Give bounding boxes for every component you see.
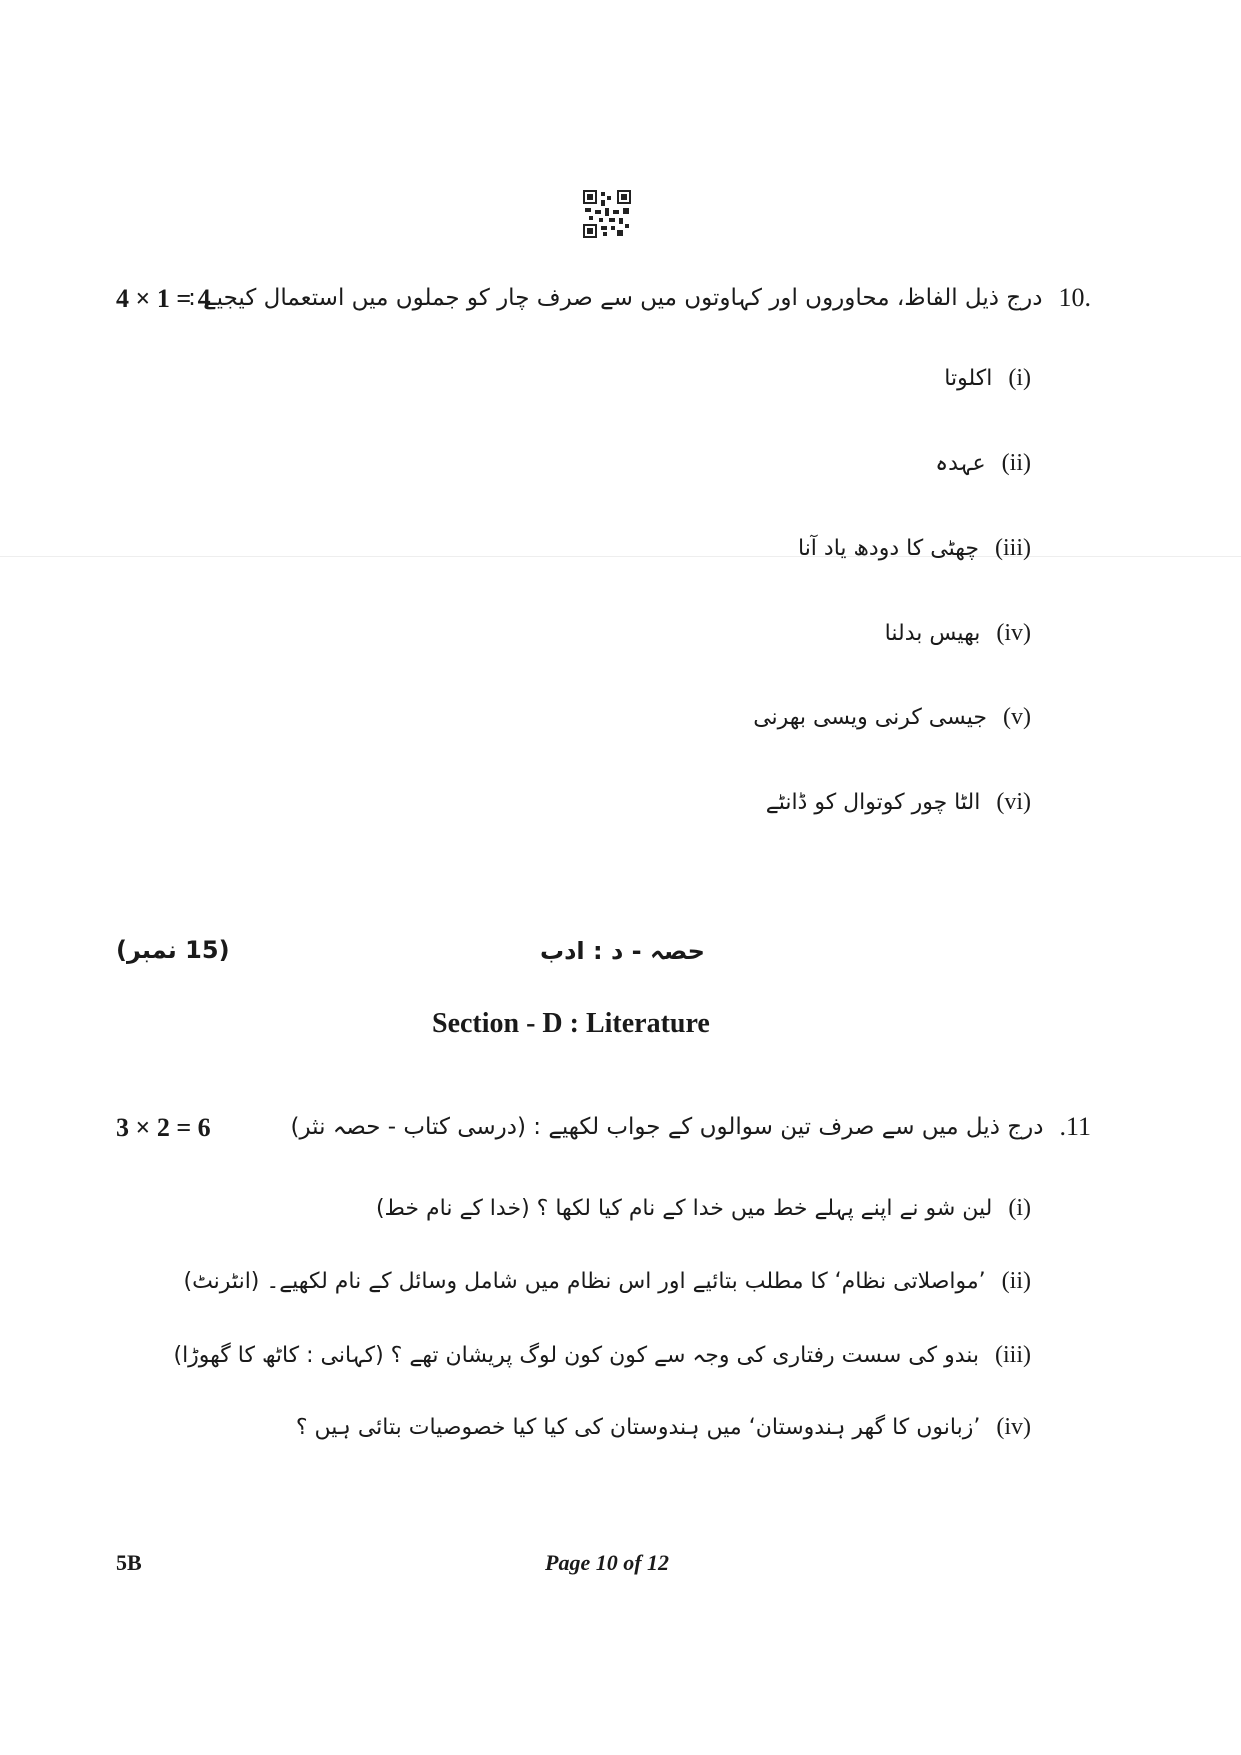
q11-marks: 3 × 2 = 6 bbox=[116, 1113, 211, 1142]
q10-marks: 4 × 1 = 4 bbox=[116, 284, 211, 313]
q10-item-text: چھٹی کا دودھ یاد آنا bbox=[797, 536, 979, 561]
q11-item bbox=[296, 1414, 1031, 1441]
q10-item-text: عہدہ bbox=[935, 451, 986, 476]
q11-item-number: (i) bbox=[1008, 1195, 1031, 1221]
q10-item bbox=[935, 450, 1031, 477]
q11-item-text: ’زبانوں کا گھر ہندوستان‘ میں ہندوستان کی کیا کیا خصوصیات بتائی ہیں ؟ bbox=[295, 1415, 981, 1440]
q10-item bbox=[753, 704, 1031, 731]
q10-item-text: اکلوتا bbox=[944, 366, 993, 391]
q11-item-text: بندو کی سست رفتاری کی وجہ سے کون کون لوگ پریشان تھے ؟ (کہانی : کاٹھ کا گھوڑا) bbox=[173, 1343, 979, 1368]
q11-item-number: (iii) bbox=[995, 1342, 1031, 1368]
q10-item-number: (v) bbox=[1003, 704, 1031, 730]
q10-item-number: (ii) bbox=[1001, 450, 1031, 476]
q11-item-text: ’مواصلاتی نظام‘ کا مطلب بتائیے اور اس نظام میں شامل وسائل کے نام لکھیے۔ (انٹرنٹ) bbox=[183, 1269, 986, 1294]
q10-item bbox=[798, 535, 1031, 562]
section-marks: (15 نمبر) bbox=[116, 936, 230, 964]
q10-header bbox=[188, 283, 1091, 313]
q10-item bbox=[766, 789, 1031, 816]
q10-item bbox=[885, 620, 1031, 647]
footer-code: 5B bbox=[116, 1550, 142, 1575]
q11-item-text: لین شو نے اپنے پہلے خط میں خدا کے نام کیا لکھا ؟ (خدا کے نام خط) bbox=[375, 1196, 993, 1221]
q10-item-text: الٹا چور کوتوال کو ڈانٹے bbox=[765, 790, 981, 815]
q11-instruction: درج ذیل میں سے صرف تین سوالوں کے جواب لکھیے : (درسی کتاب - حصہ نثر) bbox=[290, 1114, 1044, 1140]
page-number: Page 10 of 12 bbox=[545, 1550, 670, 1575]
qr-code-icon bbox=[583, 190, 631, 238]
q11-number: .11 bbox=[1059, 1112, 1091, 1141]
q10-item-text: جیسی کرنی ویسی بھرنی bbox=[753, 705, 988, 730]
q11-item bbox=[376, 1195, 1031, 1222]
scan-artifact-line bbox=[0, 556, 1241, 557]
q11-header bbox=[290, 1112, 1091, 1142]
q10-item-number: (iii) bbox=[995, 535, 1031, 561]
section-urdu-title: حصہ - د : ادب bbox=[540, 937, 705, 965]
q10-instruction: درج ذیل الفاظ، محاوروں اور کہاوتوں میں سے صرف چار کو جملوں میں استعمال کیجیے : bbox=[188, 285, 1043, 311]
q10-item-number: (i) bbox=[1008, 365, 1031, 391]
q11-item-number: (ii) bbox=[1001, 1268, 1031, 1294]
q11-item-number: (iv) bbox=[996, 1414, 1031, 1440]
q10-item-number: (vi) bbox=[996, 789, 1031, 815]
q10-item-number: (iv) bbox=[996, 620, 1031, 646]
q11-item bbox=[173, 1342, 1031, 1369]
q11-item bbox=[183, 1268, 1031, 1295]
section-english-title: Section - D : Literature bbox=[432, 1008, 710, 1039]
q10-item-text: بھیس بدلنا bbox=[884, 621, 981, 646]
q10-number: 10. bbox=[1058, 283, 1091, 312]
q10-item bbox=[944, 365, 1031, 392]
